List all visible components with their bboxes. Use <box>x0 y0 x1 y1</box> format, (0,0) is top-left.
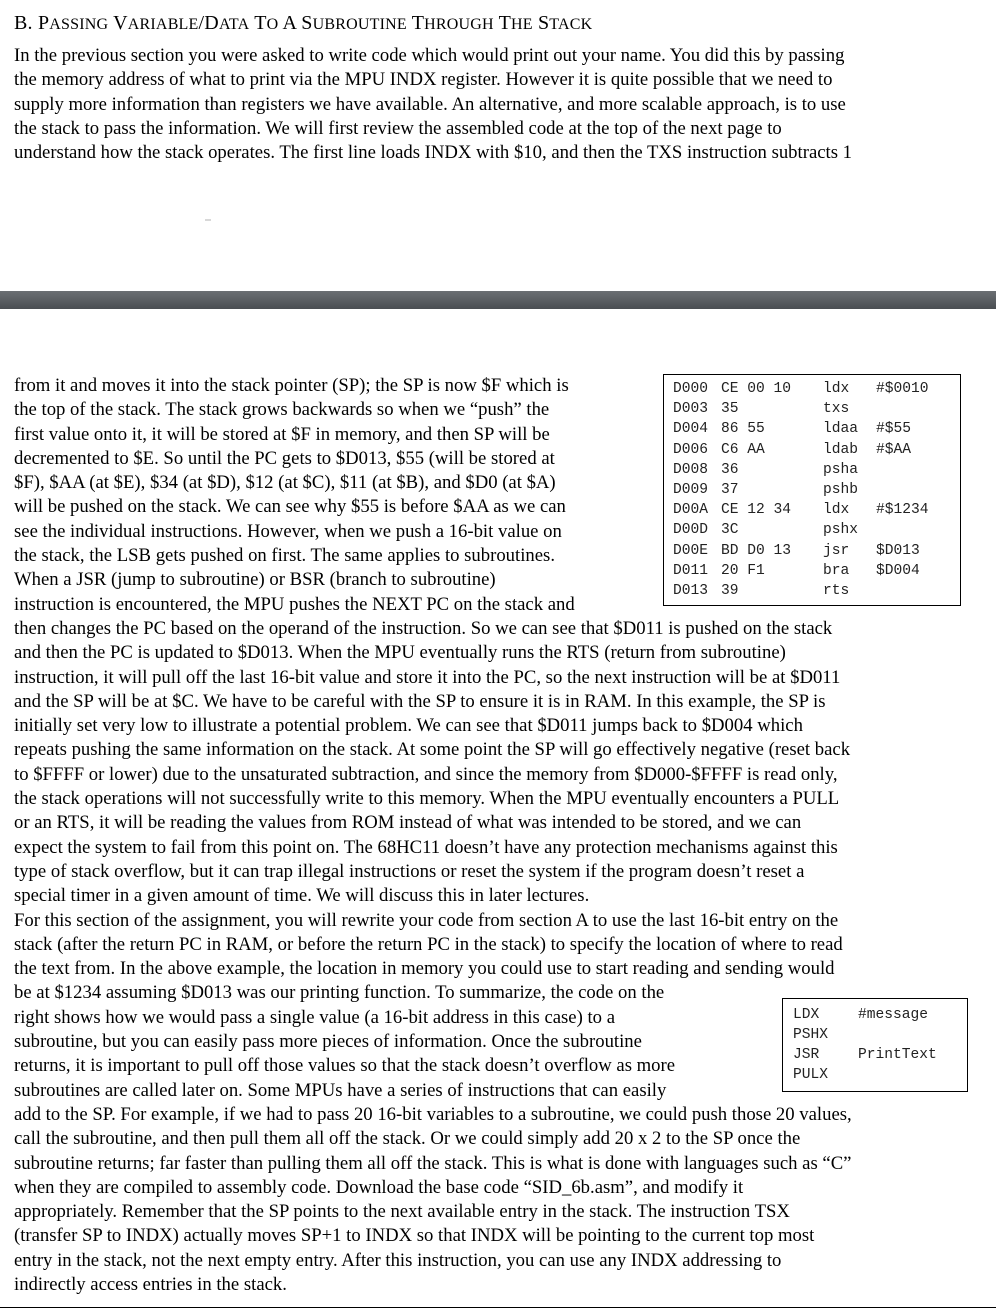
intro-line: understand how the stack operates. The first line loads INDX with $10, and then the TXS instruction subtracts 1 <box>14 142 853 164</box>
listing-mnemonic: pshx <box>823 522 859 539</box>
listing-opcode-bytes: 39 <box>721 583 739 599</box>
body-line: add to the SP. For example, if we had to pass 20 16-bit variables to a subroutine, we could push those 20 values, <box>14 1103 852 1125</box>
body-line: instruction is encountered, the MPU pushes the NEXT PC on the stack and <box>14 593 575 615</box>
body-line: For this section of the assignment, you will rewrite your code from section A to use the last 16-bit entry on the <box>14 909 839 931</box>
body-line: then changes the PC based on the operand of the instruction. So we can see that $D011 is pushed on the stack <box>14 617 833 639</box>
listing-mnemonic: txs <box>823 401 850 418</box>
body-line: from it and moves it into the stack pointer (SP); the SP is now $F which is <box>14 375 569 396</box>
listing-mnemonic: ldaa <box>823 421 859 438</box>
body-line: or an RTS, it will be reading the values from ROM instead of what was intended to be stored, and we can <box>14 812 802 834</box>
listing-address: D00D <box>673 522 709 539</box>
summary-mnemonic: PSHX <box>793 1027 829 1043</box>
listing-operand: #$1234 <box>876 502 929 519</box>
listing-opcode-bytes: 3C <box>721 522 739 539</box>
body-line: to $FFFF or lower) due to the unsaturated subtraction, and since the memory from $D000-$FFFF is read only, <box>14 763 838 785</box>
body-line: the stack, the LSB gets pushed on first. The same applies to subroutines. <box>14 545 555 567</box>
body-line: when they are compiled to assembly code. Download the base code “SID_6b.asm”, and modify it <box>14 1176 744 1198</box>
body-line: see the individual instructions. However, when we push a 16-bit value on <box>14 520 562 542</box>
listing-operand: #$55 <box>876 421 912 438</box>
body-line: repeats pushing the same information on the stack. At some point the SP will go effectively negative (reset back <box>14 739 851 761</box>
listing-mnemonic: ldx <box>823 381 850 397</box>
summary-operand: PrintText <box>858 1047 937 1063</box>
listing-opcode-bytes: 35 <box>721 401 739 418</box>
body-line: decremented to $E. So until the PC gets to $D013, $55 (will be stored at <box>14 447 555 469</box>
section-heading: B. PASSING VARIABLE/DATA TO A SUBROUTINE THROUGH THE STACK <box>14 12 593 34</box>
listing-mnemonic: ldx <box>823 502 850 519</box>
listing-opcode-bytes: C6 AA <box>721 441 765 458</box>
body-line: the text from. In the above example, the location in memory you could use to start reading and sending would <box>14 958 835 980</box>
summary-mnemonic: LDX <box>793 1007 820 1023</box>
body-line: returns, it is important to pull off those values so that the stack doesn’t overflow as more <box>14 1055 676 1077</box>
page-break-bar <box>0 291 996 309</box>
listing-opcode-bytes: 37 <box>721 482 739 498</box>
listing-operand: $D004 <box>876 562 920 579</box>
body-line: expect the system to fail from this point on. The 68HC11 doesn’t have any protection mechanisms against this <box>14 836 838 858</box>
listing-opcode-bytes: 86 55 <box>721 421 765 438</box>
listing-mnemonic: psha <box>823 461 859 478</box>
body-line: initially set very low to illustrate a potential problem. We can see that $D011 jumps back to $D004 which <box>14 715 803 737</box>
intro-paragraph <box>14 44 852 165</box>
body-line: right shows how we would pass a single value (a 16-bit address in this case) to a <box>14 1006 615 1028</box>
listing-address: D013 <box>673 583 709 599</box>
summary-operand: #message <box>858 1007 929 1023</box>
body-line: appropriately. Remember that the SP points to the next available entry in the stack. The instruction TSX <box>14 1201 790 1223</box>
listing-mnemonic: ldab <box>823 441 859 458</box>
body-line: be at $1234 assuming $D013 was our printing function. To summarize, the code on the <box>14 982 665 1004</box>
listing-opcode-bytes: 36 <box>721 461 739 478</box>
listing-address: D006 <box>673 441 709 458</box>
summary-code-snippet <box>782 998 968 1092</box>
body-line: type of stack overflow, but it can trap illegal instructions or reset the system if the program doesn’t reset a <box>14 860 805 882</box>
listing-address: D003 <box>673 401 709 418</box>
body-line: entry in the stack, not the next empty entry. After this instruction, you can use any INDX addressing to <box>14 1249 782 1271</box>
body-line: and then the PC is updated to $D013. When the MPU eventually runs the RTS (return from subroutine) <box>14 642 786 664</box>
body-line: When a JSR (jump to subroutine) or BSR (branch to subroutine) <box>14 569 496 591</box>
listing-opcode-bytes: BD D0 13 <box>721 542 792 559</box>
body-line: the stack operations will not successfully write to this memory. When the MPU eventually encounters a PULL <box>14 788 840 810</box>
body-line: and the SP will be at $C. We have to be careful with the SP to ensure it is in RAM. In this example, the SP is <box>14 690 826 712</box>
body-line: subroutine returns; far faster than pulling them all off the stack. This is what is done with languages such as “C” <box>14 1152 852 1174</box>
listing-mnemonic: rts <box>823 583 850 599</box>
listing-operand: #$AA <box>876 441 912 458</box>
listing-address: D008 <box>673 461 709 478</box>
body-line: first value onto it, it will be stored at $F in memory, and then SP will be <box>14 423 550 445</box>
intro-line: supply more information than registers we have available. An alternative, and more scalable approach, is to use <box>14 93 846 115</box>
body-line: indirectly access entries in the stack. <box>14 1273 287 1295</box>
listing-opcode-bytes: CE 12 34 <box>721 502 792 519</box>
intro-line: In the previous section you were asked to write code which would print out your name. You did this by passing <box>14 45 845 66</box>
listing-opcode-bytes: CE 00 10 <box>721 381 792 397</box>
listing-address: D011 <box>673 562 709 579</box>
listing-opcode-bytes: 20 F1 <box>721 562 765 579</box>
listing-operand: #$0010 <box>876 381 929 397</box>
listing-address: D000 <box>673 381 709 397</box>
body-line: (transfer SP to INDX) actually moves SP+1 to INDX so that INDX will be pointing to the current top most <box>14 1225 815 1247</box>
body-line: call the subroutine, and then pull them all off the stack. Or we could simply add 20 x 2 to the SP once the <box>14 1128 801 1150</box>
summary-mnemonic: JSR <box>793 1047 820 1063</box>
body-line: $F), $AA (at $E), $34 (at $D), $12 (at $C), $11 (at $B), and $D0 (at $A) <box>14 472 556 494</box>
body-line: subroutines are called later on. Some MPUs have a series of instructions that can easily <box>14 1079 667 1101</box>
listing-operand: $D013 <box>876 542 920 559</box>
body-line: stack (after the return PC in RAM, or before the return PC in the stack) to specify the location of where to read <box>14 933 843 955</box>
listing-mnemonic: pshb <box>823 482 859 498</box>
listing-address: D00A <box>673 502 709 519</box>
body-line: will be pushed on the stack. We can see why $55 is before $AA as we can <box>14 496 566 518</box>
intro-line: the stack to pass the information. We will first review the assembled code at the top of the next page to <box>14 117 782 139</box>
scan-speck <box>205 219 211 221</box>
bottom-rule <box>0 1307 996 1308</box>
listing-address: D00E <box>673 542 709 559</box>
body-line: the top of the stack. The stack grows backwards so when we “push” the <box>14 399 550 421</box>
listing-address: D009 <box>673 482 709 498</box>
listing-mnemonic: jsr <box>823 542 850 559</box>
body-line: subroutine, but you can easily pass more pieces of information. Once the subroutine <box>14 1031 642 1053</box>
listing-address: D004 <box>673 421 709 438</box>
intro-line: the memory address of what to print via the MPU INDX register. However it is quite possible that we need to <box>14 69 833 91</box>
listing-mnemonic: bra <box>823 562 850 579</box>
summary-mnemonic: PULX <box>793 1067 829 1083</box>
body-line: special timer in a given amount of time. We will discuss this in later lectures. <box>14 885 590 907</box>
assembled-code-listing <box>663 374 961 606</box>
body-line: instruction, it will pull off the last 16-bit value and store it into the PC, so the next instruction will be at $D011 <box>14 666 841 688</box>
